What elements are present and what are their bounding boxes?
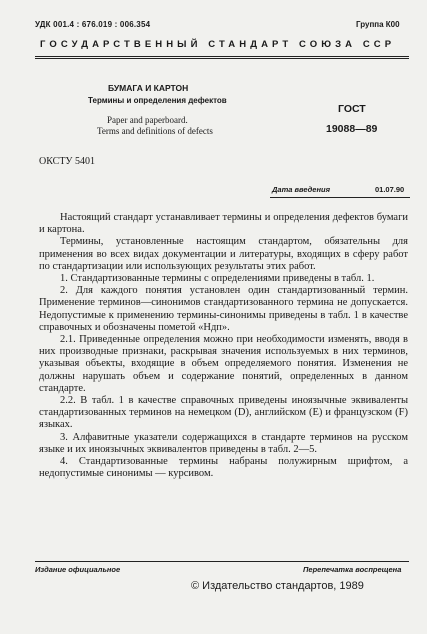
document-subtitle-ru: Термины и определения дефектов [88,96,227,105]
oksty-code: ОКСТУ 5401 [39,156,96,167]
paragraph: Термины, установленные настоящим стандартом, обязательны для применения во всех видах документации и литературы, входящих в сферу работ по стандартизации или использующих результаты этих работ. [39,236,408,272]
header-rule [35,56,409,57]
footer-rule [35,561,409,562]
paragraph: Настоящий стандарт устанавливает термины и определения дефектов бумаги и картона. [39,212,408,236]
paragraph: 4. Стандартизованные термины набраны полужирным шрифтом, а недопустимые синонимы — курсивом. [39,456,408,480]
document-title-en: Paper and paperboard. [107,115,188,125]
effective-date-value: 01.07.90 [375,185,405,194]
paragraph: 3. Алфавитные указатели содержащихся в стандарте терминов на русском языке и их иноязычных эквивалентов приведены в табл. 2—5. [39,431,408,455]
gost-label: ГОСТ [338,103,366,115]
header-rule [35,58,409,59]
effective-date-rule [270,197,410,198]
paragraph: 2.1. Приведенные определения можно при необходимости изменять, вводя в них производные признаки, раскрывая значения используемых в них терминов, указывая объекты, входящие в объем определяемого понятия. Изменения не должны нарушать объем и содержание понятий, определенных в данном стандарте. [39,334,408,394]
copyright-notice: © Издательство стандартов, 1989 [191,580,364,592]
document-subtitle-en: Terms and definitions of defects [97,126,213,136]
state-standard-heading: ГОСУДАРСТВЕННЫЙ СТАНДАРТ СОЮЗА ССР [40,39,396,50]
effective-date-label: Дата введения [272,185,330,194]
paragraph: 2. Для каждого понятия установлен один стандартизованный термин. Применение терминов—синонимов стандартизованного термина не допускается. Недопустимые к применению термины-синонимы приведены в табл. 1 в качестве справочных и обозначены пометой «Ндп». [39,285,408,333]
official-edition-label: Издание официальное [35,565,121,574]
body-text [39,212,408,480]
reprint-notice: Перепечатка воспрещена [303,565,402,574]
udk-code: УДК 001.4 : 676.019 : 006.354 [35,20,151,29]
document-title-ru: БУМАГА И КАРТОН [108,83,189,93]
gost-number: 19088—89 [326,123,378,135]
group-code: Группа К00 [356,20,400,29]
paragraph: 2.2. В табл. 1 в качестве справочных приведены иноязычные эквиваленты стандартизованных терминов на немецком (D), английском (E) и французском (F) языках. [39,395,408,431]
paragraph: 1. Стандартизованные термины с определениями приведены в табл. 1. [60,273,375,285]
